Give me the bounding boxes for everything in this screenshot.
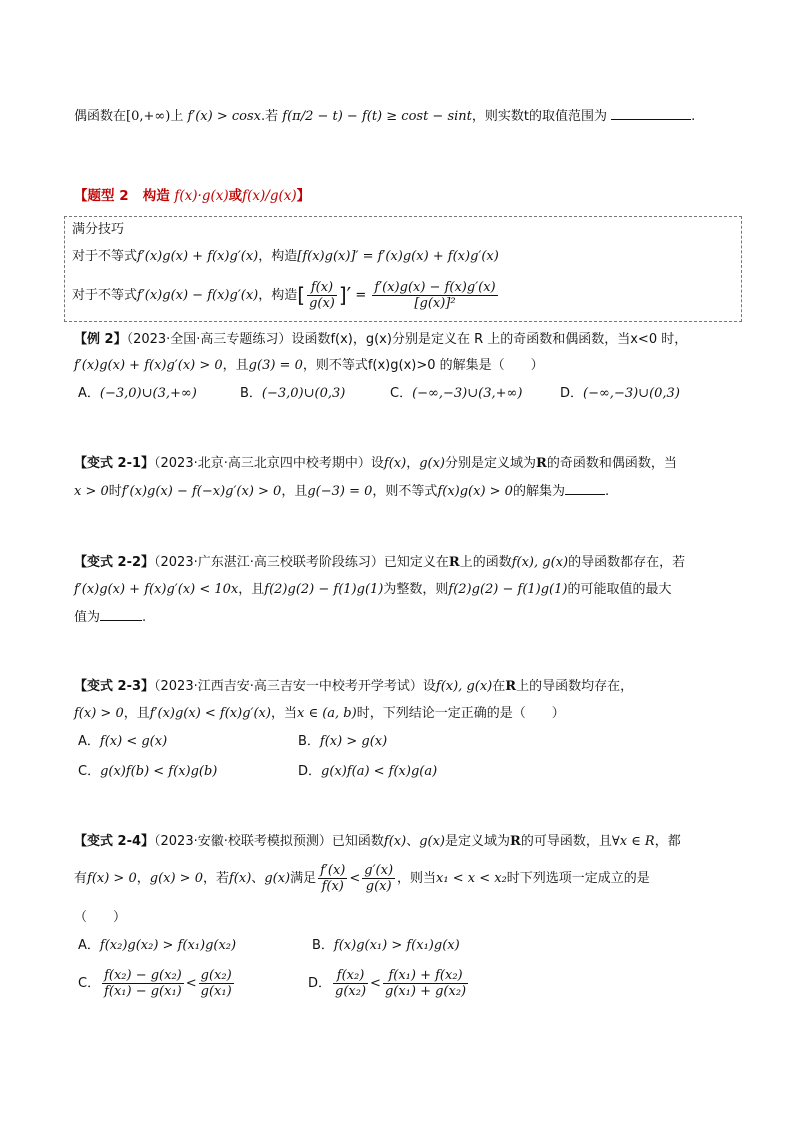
- section-label: 题型 2: [87, 188, 129, 204]
- option-text: (−∞,−3)∪(3,+∞): [412, 386, 523, 401]
- answer-blank[interactable]: [565, 481, 605, 495]
- v24-f: f(x): [383, 834, 407, 849]
- tips-line1-pre: 对于不等式: [72, 249, 138, 264]
- ex2-option-c[interactable]: [390, 384, 522, 404]
- v23-option-d[interactable]: [298, 762, 437, 782]
- prev-text-mid2: 上: [170, 109, 184, 124]
- optc-frac1: [102, 968, 184, 999]
- ex2-source: （2023·全国·高三专题练习）: [126, 332, 292, 347]
- prev-problem-line: 偶函数在[0,+∞)上 f′(x) > cosx.若 f(π/2 − t) − f(t) ≥ cost − sint，则实数t的取值范围为 .: [74, 106, 695, 127]
- v24-frac-g: [362, 863, 395, 894]
- section-title: [74, 186, 310, 206]
- option-text: f(x) < g(x): [99, 734, 168, 749]
- option-letter: D．: [298, 764, 322, 779]
- section-bracket-open: 【: [74, 188, 88, 204]
- prev-interval: [0,+∞): [126, 109, 171, 124]
- tips-frac-right: [372, 280, 497, 311]
- option-letter: C．: [78, 976, 101, 991]
- v24-lt: <: [349, 871, 361, 886]
- v23-l2t1: ，且: [123, 706, 150, 721]
- v24-c1: f(x) > 0: [87, 871, 137, 886]
- v21-t2: ，: [406, 456, 420, 471]
- v23-t3: 上的导函数均存在，: [516, 679, 634, 694]
- v22-line3-text: 值为: [74, 610, 101, 625]
- tips-frac-left: [307, 280, 337, 311]
- tips-line1-formula: [f(x)g(x)]′ = f′(x)g(x) + f(x)g′(x): [297, 249, 499, 264]
- v24-line2: [74, 862, 650, 896]
- v22-line1: [74, 553, 685, 573]
- option-letter: C．: [78, 764, 101, 779]
- v21-g-3: g(−3) = 0: [307, 484, 373, 499]
- v24-t3: 是定义域为: [445, 834, 511, 849]
- v22-line3: 值为 .: [74, 607, 146, 628]
- v21-line1: [74, 454, 677, 474]
- frac-den: f(x₁) − g(x₁): [104, 984, 182, 999]
- prev-text-pre: 偶函数: [74, 109, 114, 124]
- v24-option-a[interactable]: [78, 936, 236, 956]
- v24-l2t5: 满足: [290, 871, 317, 886]
- v23-t2: 在: [492, 679, 506, 694]
- v23-t1: 设: [422, 679, 436, 694]
- v22-expr: f(2)g(2) − f(1)g(1): [264, 582, 384, 597]
- frac-num: f′(x): [320, 863, 346, 878]
- v23-l2t3: 时，下列结论一定正确的是（ ）: [356, 706, 565, 721]
- frac-den: g(x₁) + g(x₂): [384, 984, 467, 999]
- option-letter: C．: [390, 386, 413, 401]
- v23-dom: x ∈ (a, b): [296, 706, 357, 721]
- option-letter: A．: [78, 386, 100, 401]
- option-text: (−3,0)∪(3,+∞): [99, 386, 197, 401]
- option-text: g(x)f(b) < f(x)g(b): [100, 764, 218, 779]
- v23-line1: [74, 677, 633, 697]
- tips-line1-mid: ，构造: [258, 249, 298, 264]
- v24-label: 【变式 2-4】: [74, 834, 155, 849]
- v24-R: R: [510, 834, 521, 849]
- ex2-option-b[interactable]: [240, 384, 345, 404]
- v23-source: （2023·江西吉安·高三吉安一中校考开学考试）: [154, 679, 423, 694]
- prev-cond2: f(π/2 − t) − f(t) ≥ cost − sint: [282, 109, 472, 124]
- v21-l2t4: 的解集为: [512, 484, 565, 499]
- tips-line2-mid: ，构造: [258, 288, 298, 303]
- ex2-text1: 设函数f(x)，g(x)分别是定义在 R 上的奇函数和偶函数，当x<0 时，: [291, 332, 688, 347]
- v22-source: （2023·广东湛江·高三校联考阶段练习）: [154, 555, 384, 570]
- frac-rhs-num: f′(x)g(x) − f(x)g′(x): [374, 280, 496, 295]
- v21-t3: 分别是定义域为: [445, 456, 537, 471]
- v24-forall: ∀x ∈ R: [611, 834, 655, 849]
- v21-line2: x > 0时f′(x)g(x) − f(−x)g′(x) > 0，且g(−3) = 0，则不等式f(x)g(x) > 0的解集为 .: [74, 481, 609, 502]
- v22-l2t2: 为整数，则: [383, 582, 449, 597]
- optd-frac1: [333, 968, 368, 999]
- option-letter: B．: [240, 386, 262, 401]
- v21-g: g(x): [419, 456, 445, 471]
- v21-t1: 设: [370, 456, 384, 471]
- v24-c2: g(x) > 0: [149, 871, 203, 886]
- v21-label: 【变式 2-1】: [74, 456, 155, 471]
- v21-source: （2023·北京·高三北京四中校考期中）: [154, 456, 371, 471]
- frac-num: f(x₁) + f(x₂): [383, 968, 468, 984]
- v23-option-b[interactable]: [298, 732, 387, 752]
- v24-line1: [74, 832, 681, 852]
- ex2-label: 【例 2】: [74, 332, 127, 347]
- section-or: 或: [228, 188, 243, 204]
- frac-den: f(x): [321, 879, 344, 894]
- option-text: g(x)f(a) < f(x)g(a): [321, 764, 438, 779]
- frac-num: f(x₂): [333, 968, 368, 984]
- tips-line1-ineq: f′(x)g(x) + f(x)g′(x): [137, 249, 259, 264]
- frac-num: g′(x): [364, 863, 394, 878]
- v21-l2t2: ，且: [281, 484, 308, 499]
- option-text: f(x) > g(x): [319, 734, 388, 749]
- option-letter: A．: [78, 734, 100, 749]
- tips-heading: 满分技巧: [72, 222, 125, 237]
- option-letter: B．: [312, 938, 334, 953]
- v23-cond: f(x) > 0: [74, 706, 124, 721]
- v24-source: （2023·安徽·校联考模拟预测）: [154, 834, 332, 849]
- lt-sign: <: [370, 976, 381, 991]
- v24-l2t2: ，: [136, 871, 150, 886]
- v24-l2t4: 、: [251, 871, 265, 886]
- v22-expr2: f(2)g(2) − f(1)g(1): [448, 582, 568, 597]
- v21-ineq: f(x)g(x) > 0: [437, 484, 513, 499]
- tips-line2-pre: 对于不等式: [72, 288, 138, 303]
- frac-num: f(x₂) − g(x₂): [104, 968, 182, 983]
- v24-l2t3: ，若: [202, 871, 229, 886]
- option-text: (−3,0)∪(0,3): [261, 386, 346, 401]
- section-bracket-close: 】: [296, 188, 311, 204]
- answer-blank[interactable]: [611, 106, 691, 120]
- lt-sign: <: [185, 976, 197, 991]
- option-letter: A．: [78, 938, 100, 953]
- ex2-option-a[interactable]: [78, 384, 197, 404]
- v24-t5: ，都: [654, 834, 681, 849]
- v24-t1: 已知函数: [331, 834, 384, 849]
- prev-text-mid1: 在: [113, 109, 127, 124]
- ex2-text3: ，则不等式f(x)g(x)>0 的解集是（ ）: [302, 358, 544, 373]
- v22-t3: 的导函数都存在，若: [568, 555, 686, 570]
- v21-R: R: [536, 456, 547, 471]
- prev-cond1: f′(x) > cosx: [187, 109, 261, 124]
- v24-l2g: g(x): [264, 871, 291, 886]
- v23-fg: f(x), g(x): [435, 679, 493, 694]
- v23-option-a[interactable]: [78, 732, 167, 752]
- v24-option-c[interactable]: [78, 966, 236, 1002]
- v21-l2t1: 时: [108, 484, 122, 499]
- frac-den: g(x₂): [335, 984, 367, 999]
- section-expr2: f(x)/g(x): [242, 188, 297, 204]
- v23-R: R: [505, 679, 517, 694]
- v22-l2t3: 的可能取值的最大: [567, 582, 672, 597]
- v21-cond0: x > 0: [74, 484, 109, 499]
- v22-l2t1: ，且: [238, 582, 265, 597]
- v24-range: x₁ < x < x₂: [436, 871, 507, 886]
- tips-line2-ineq: f′(x)g(x) − f(x)g′(x): [137, 288, 259, 303]
- prev-tail: ，则实数t的取值范围为: [471, 109, 607, 124]
- frac-num: f(x): [307, 280, 337, 296]
- tips-line1: [72, 247, 499, 267]
- ex2-option-d[interactable]: [560, 384, 680, 404]
- v24-option-b[interactable]: [312, 936, 460, 956]
- option-text: (−∞,−3)∪(0,3): [583, 386, 680, 401]
- ex2-g3: g(3) = 0: [248, 358, 303, 373]
- v22-t2: 上的函数: [459, 555, 512, 570]
- option-text: f(x₂)g(x₂) > f(x₁)g(x₂): [99, 938, 237, 953]
- frac-num: g(x₂): [200, 968, 232, 983]
- ex2-cond: f′(x)g(x) + f(x)g′(x) > 0: [74, 358, 223, 373]
- tips-line2: 对于不等式f′(x)g(x) − f(x)g′(x)，构造[ $\frac{f(x)}{g(x)}$ ]′ = $\frac{f'(x)g(x) - f(x)g'(x)}{\text{[g(x)]²}}$: [72, 280, 496, 311]
- v23-l2t2: ，当: [270, 706, 297, 721]
- v24-t4: 的可导函数，且: [520, 834, 612, 849]
- option-letter: D．: [308, 976, 332, 991]
- v23-ineq: f′(x)g(x) < f(x)g′(x): [149, 706, 271, 721]
- v24-l2f: f(x): [229, 871, 252, 886]
- option-letter: D．: [560, 386, 584, 401]
- option-text: f(x)g(x₁) > f(x₁)g(x): [333, 938, 460, 953]
- section-word: 构造: [142, 188, 170, 204]
- answer-blank[interactable]: [100, 607, 142, 621]
- v23-line2: [74, 704, 565, 724]
- ex2-line1: [74, 330, 687, 350]
- v23-option-c[interactable]: [78, 762, 217, 782]
- v22-cond: f′(x)g(x) + f(x)g′(x) < 10x: [74, 582, 239, 597]
- prev-sep: .若: [260, 109, 279, 124]
- frac-den: g(x): [365, 879, 392, 894]
- v24-line3: （ ）: [74, 910, 127, 925]
- v22-line2: [74, 580, 672, 600]
- v21-l2t3: ，则不等式: [372, 484, 438, 499]
- option-letter: B．: [298, 734, 320, 749]
- v24-l2t6: ，则当: [397, 871, 437, 886]
- v22-fg: f(x), g(x): [511, 555, 569, 570]
- v21-t4: 的奇函数和偶函数，当: [546, 456, 677, 471]
- v24-t2: 、: [406, 834, 420, 849]
- v22-label: 【变式 2-2】: [74, 555, 155, 570]
- v22-R: R: [448, 555, 460, 570]
- ex2-text2: ，且: [222, 358, 249, 373]
- v24-l2t1: 有: [74, 871, 88, 886]
- v23-label: 【变式 2-3】: [74, 679, 155, 694]
- frac-den: g(x): [309, 296, 335, 311]
- v24-g: g(x): [419, 834, 445, 849]
- optd-frac2: [383, 968, 468, 999]
- v24-option-d[interactable]: [308, 966, 470, 1002]
- section-expr1: f(x)·g(x): [174, 188, 229, 204]
- v21-cond: f′(x)g(x) − f(−x)g′(x) > 0: [121, 484, 282, 499]
- v24-l2t7: 时下列选项一定成立的是: [506, 871, 650, 886]
- v21-f: f(x): [383, 456, 407, 471]
- v24-frac-f: [318, 863, 347, 894]
- optc-frac2: [199, 968, 234, 999]
- frac-den: g(x₁): [200, 984, 232, 999]
- v22-t1: 已知定义在: [383, 555, 449, 570]
- ex2-line2: [74, 356, 544, 376]
- frac-rhs-den: [g(x)]²: [414, 296, 456, 311]
